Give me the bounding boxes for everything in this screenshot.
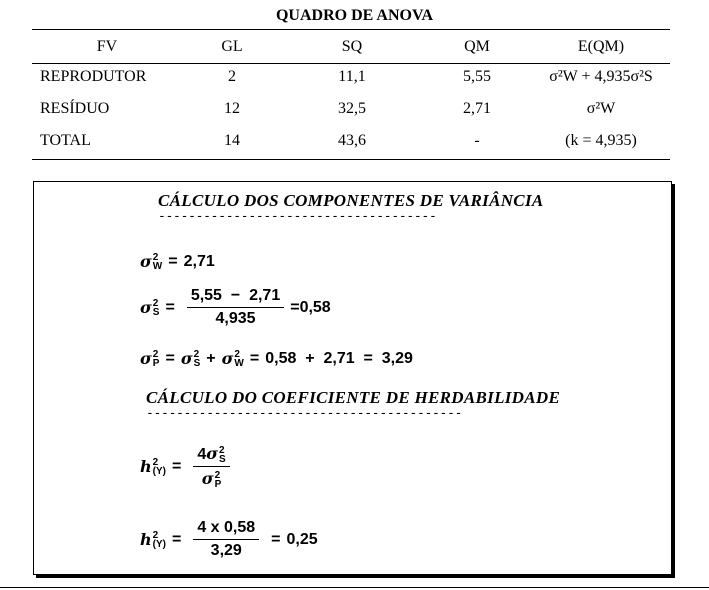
equation-sigma-s: σ 2 S = $\frac{5,55 - 2,71}{4,935}$ =0,58 bbox=[140, 287, 331, 327]
table-top-rule bbox=[32, 29, 670, 30]
page-bottom-rule bbox=[0, 587, 709, 588]
dashes-underline-2: ------------------------------------------ bbox=[146, 406, 463, 421]
table-row bbox=[32, 125, 670, 157]
cell-gl: 2 bbox=[228, 68, 236, 85]
cell-fv: RESÍDUO bbox=[40, 100, 110, 117]
cell-qm: - bbox=[474, 132, 480, 149]
cell-fv: REPRODUTOR bbox=[40, 68, 147, 85]
equation-sigma-p: σ 2 P = σ 2 S + σ 2 W = 0,58 + 2,71 = 3,29 bbox=[140, 348, 413, 369]
fraction-denominator: σ 2 P bbox=[201, 469, 222, 490]
table-row bbox=[32, 93, 670, 125]
fraction-denominator: 3,29 bbox=[210, 542, 242, 559]
equation-sigma-w: σ 2 W = 2,71 bbox=[140, 251, 215, 272]
sigma-w-value: 2,71 bbox=[183, 252, 215, 270]
cell-sq: 32,5 bbox=[338, 100, 366, 117]
sigma-s-result: =0,58 bbox=[290, 298, 331, 316]
heading-heritability: CÁLCULO DO COEFICIENTE DE HERDABILIDADE bbox=[146, 388, 561, 407]
anova-title: QUADRO DE ANOVA bbox=[275, 7, 434, 24]
cell-fv: TOTAL bbox=[40, 132, 91, 149]
cell-eqm: σ²W + 4,935σ²S bbox=[549, 68, 653, 85]
sigma-p-expression: 0,58 + 2,71 = 3,29 bbox=[265, 349, 413, 367]
cell-eqm: (k = 4,935) bbox=[565, 132, 637, 149]
header-fv: FV bbox=[96, 38, 118, 55]
fraction-denominator: 4,935 bbox=[215, 310, 256, 327]
fraction-heritability bbox=[193, 444, 229, 489]
cell-qm: 2,71 bbox=[463, 100, 491, 117]
heritability-result: 0,25 bbox=[286, 530, 318, 548]
table-row bbox=[32, 61, 670, 93]
cell-gl: 14 bbox=[224, 132, 240, 149]
cell-sq: 11,1 bbox=[338, 68, 366, 85]
variance-calc-panel bbox=[33, 181, 672, 575]
equation-heritability-formula: h 2 (Y) = 4σ 2 S σ 2 P bbox=[140, 444, 236, 489]
fraction-numerator: 5,55 − 2,71 bbox=[187, 287, 284, 308]
anova-table bbox=[32, 33, 670, 157]
fraction-numerator: 4σ 2 S bbox=[193, 444, 229, 467]
header-eqm: E(QM) bbox=[577, 38, 625, 55]
cell-gl: 12 bbox=[224, 100, 240, 117]
table-header-row bbox=[32, 33, 670, 61]
cell-qm: 5,55 bbox=[463, 68, 491, 85]
header-gl: GL bbox=[221, 38, 243, 55]
fraction-numerator: 4 x 0,58 bbox=[193, 519, 259, 540]
dashes-underline-1: ------------------------------------- bbox=[158, 209, 437, 224]
cell-sq: 43,6 bbox=[338, 132, 366, 149]
table-bottom-rule bbox=[32, 159, 670, 160]
fraction-sigma-s bbox=[187, 287, 284, 328]
equation-heritability-value: h 2 (Y) = $\frac{4 x 0,58}{3,29}$ = 0,25 bbox=[140, 519, 318, 559]
header-qm: QM bbox=[464, 38, 490, 55]
cell-eqm: σ²W bbox=[586, 100, 616, 117]
fraction-heritability-value bbox=[193, 519, 259, 560]
header-sq: SQ bbox=[341, 38, 363, 55]
heading-variance-components: CÁLCULO DOS COMPONENTES DE VARIÂNCIA bbox=[158, 191, 544, 210]
